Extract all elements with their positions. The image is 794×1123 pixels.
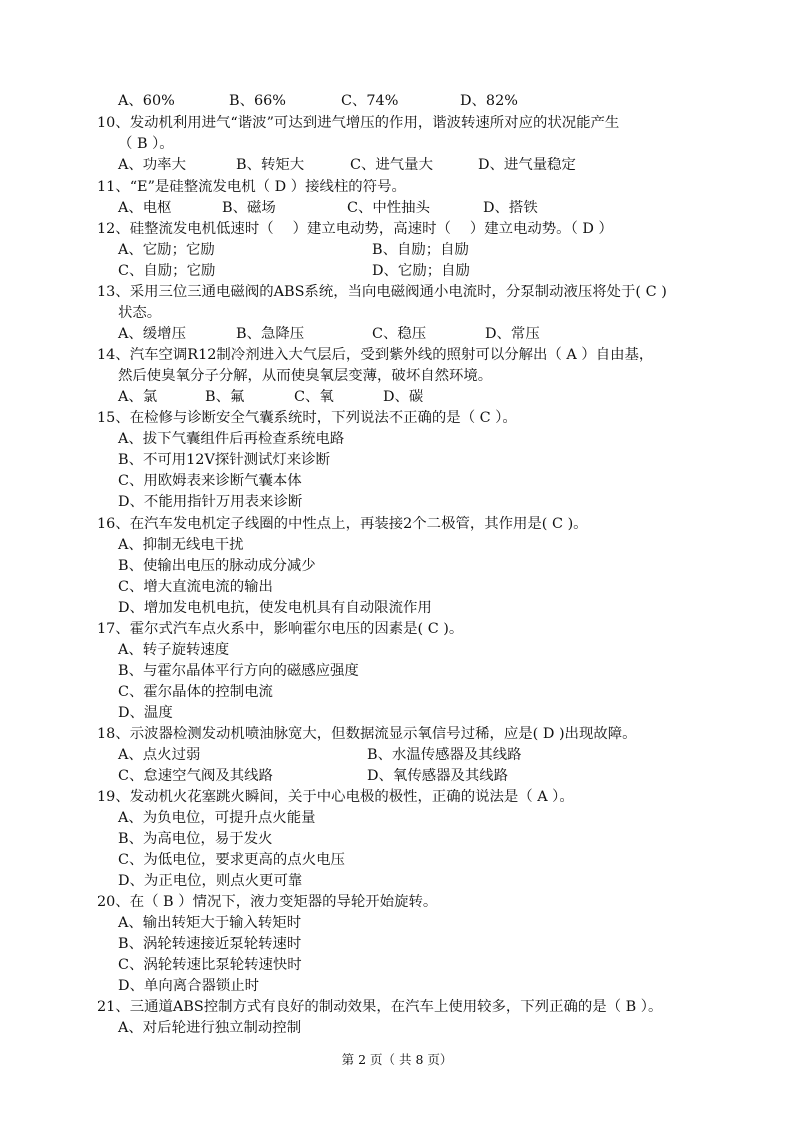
option-a: A、为负电位，可提升点火能量 bbox=[118, 810, 316, 826]
option-b: B、不可用12V探针测试灯来诊断 bbox=[118, 452, 330, 468]
option-a: A、抑制无线电干扰 bbox=[118, 537, 244, 553]
option-d: D、氧传感器及其线路 bbox=[367, 768, 509, 784]
option-a: A、60% bbox=[118, 93, 175, 109]
option-d: D、82% bbox=[460, 93, 518, 109]
option-a: A、转子旋转速度 bbox=[118, 642, 230, 658]
option-a: A、对后轮进行独立制动控制 bbox=[118, 1020, 302, 1036]
question-text: 19、发动机火花塞跳火瞬间，关于中心电极的极性，正确的说法是（ A ）。 bbox=[97, 789, 574, 805]
question-text-cont: 然后使臭氧分子分解，从而使臭氧层变薄，破坏自然环境。 bbox=[118, 368, 493, 384]
option-b: B、急降压 bbox=[236, 326, 305, 342]
option-c: C、怠速空气阀及其线路 bbox=[118, 768, 273, 784]
option-a: A、氯 bbox=[118, 389, 158, 405]
option-b: B、水温传感器及其线路 bbox=[367, 747, 522, 763]
option-d: D、温度 bbox=[118, 705, 173, 721]
option-d: D、单向离合器锁止时 bbox=[118, 978, 260, 994]
option-a: A、功率大 bbox=[118, 157, 186, 173]
option-a: A、电枢 bbox=[118, 200, 172, 216]
option-c: C、涡轮转速比泵轮转速快时 bbox=[118, 957, 302, 973]
option-c: C、为低电位，要求更高的点火电压 bbox=[118, 852, 345, 868]
option-b: B、氟 bbox=[205, 389, 245, 405]
option-c: C、中性抽头 bbox=[347, 200, 430, 216]
option-a: A、它励；它励 bbox=[118, 242, 215, 258]
option-b: B、使输出电压的脉动成分减少 bbox=[118, 558, 316, 574]
option-d: D、它励；自励 bbox=[372, 263, 470, 279]
question-text: 15、在检修与诊断安全气囊系统时，下列说法不正确的是（ C ）。 bbox=[97, 410, 517, 426]
option-c: C、进气量大 bbox=[350, 157, 433, 173]
option-d: D、增加发电机电抗，使发电机具有自动限流作用 bbox=[118, 600, 432, 616]
option-d: D、不能用指针万用表来诊断 bbox=[118, 494, 303, 510]
question-text: 17、霍尔式汽车点火系中，影响霍尔电压的因素是( C )。 bbox=[97, 621, 464, 637]
option-b: B、涡轮转速接近泵轮转速时 bbox=[118, 936, 302, 952]
option-c: C、自励；它励 bbox=[118, 263, 216, 279]
option-b: B、自励；自励 bbox=[372, 242, 469, 258]
option-b: B、为高电位，易于发火 bbox=[118, 831, 273, 847]
option-b: B、转矩大 bbox=[236, 157, 305, 173]
option-c: C、霍尔晶体的控制电流 bbox=[118, 684, 273, 700]
question-text-cont: 状态。 bbox=[118, 305, 162, 321]
question-text: 21、三通道ABS控制方式有良好的制动效果，在汽车上使用较多，下列正确的是（ B ）。 bbox=[97, 999, 663, 1015]
option-d: D、进气量稳定 bbox=[478, 157, 576, 173]
option-c: C、74% bbox=[341, 93, 399, 109]
question-text: 11、“E”是硅整流发电机（ D ）接线柱的符号。 bbox=[97, 179, 406, 195]
option-d: D、碳 bbox=[383, 389, 424, 405]
question-text: 10、发动机利用进气“谐波”可达到进气增压的作用，谐波转速所对应的状况能产生 bbox=[97, 115, 620, 131]
option-a: A、输出转矩大于输入转矩时 bbox=[118, 915, 302, 931]
question-text: 18、示波器检测发动机喷油脉宽大，但数据流显示氧信号过稀，应是( D )出现故障。 bbox=[97, 726, 637, 742]
option-c: C、稳压 bbox=[372, 326, 427, 342]
option-b: B、与霍尔晶体平行方向的磁感应强度 bbox=[118, 663, 359, 679]
question-text-cont: （ B ）。 bbox=[118, 136, 174, 152]
option-c: C、用欧姆表来诊断气囊本体 bbox=[118, 473, 302, 489]
option-c: C、氧 bbox=[294, 389, 334, 405]
page-number-footer: 第 2 页（ 共 8 页） bbox=[341, 1052, 453, 1067]
question-text: 12、硅整流发电机低速时（ ）建立电动势，高速时（ ）建立电动势。（ D ） bbox=[97, 221, 613, 237]
option-b: B、66% bbox=[229, 93, 286, 109]
question-text: 14、汽车空调R12制冷剂进入大气层后，受到紫外线的照射可以分解出（ A ）自由基， bbox=[97, 347, 654, 363]
option-d: D、搭铁 bbox=[483, 200, 538, 216]
option-d: D、常压 bbox=[485, 326, 540, 342]
option-a: A、拔下气囊组件后再检查系统电路 bbox=[118, 431, 345, 447]
question-text: 13、采用三位三通电磁阀的ABS系统，当向电磁阀通小电流时，分泵制动液压将处于( C ) bbox=[97, 284, 667, 300]
question-text: 16、在汽车发电机定子线圈的中性点上，再装接2个二极管，其作用是( C )。 bbox=[97, 516, 588, 532]
question-text: 20、在（ B ）情况下，液力变矩器的导轮开始旋转。 bbox=[97, 894, 438, 910]
option-a: A、点火过弱 bbox=[118, 747, 201, 763]
option-c: C、增大直流电流的输出 bbox=[118, 579, 273, 595]
option-b: B、磁场 bbox=[222, 200, 276, 216]
option-d: D、为正电位，则点火更可靠 bbox=[118, 873, 303, 889]
option-a: A、缓增压 bbox=[118, 326, 186, 342]
